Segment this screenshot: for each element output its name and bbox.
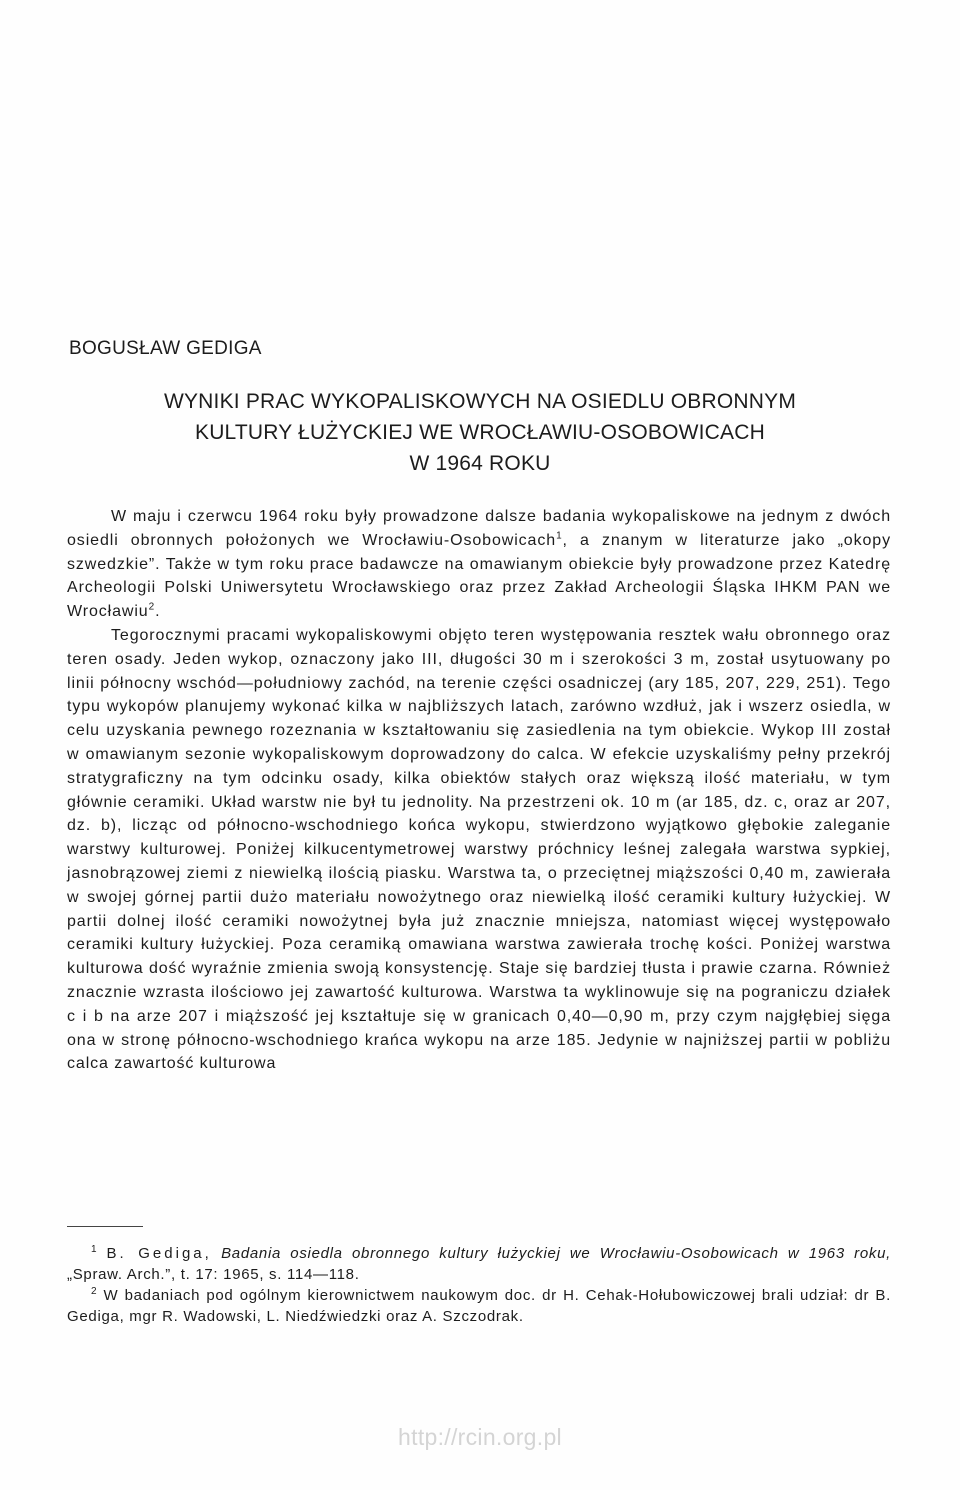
footnote-1-rest: „Spraw. Arch.”, t. 17: 1965, s. 114—118.: [67, 1266, 360, 1283]
footnote-1-number: 1: [91, 1244, 98, 1255]
footnote-1-title: Badania osiedla obronnego kultury łużyckiej we Wrocławiu-Osobowicach w 1963 roku,: [221, 1245, 891, 1262]
footnote-2: [67, 1285, 891, 1327]
footnotes: [67, 1243, 891, 1327]
footnote-2-number: 2: [91, 1286, 98, 1297]
paragraph-1-text-c: .: [155, 603, 161, 621]
footnote-ref-2: 2: [148, 601, 156, 613]
footnote-1: [67, 1243, 891, 1285]
paragraph-1: [67, 505, 891, 624]
footnote-1-author: B. Gediga,: [106, 1245, 212, 1262]
article-title: [60, 386, 900, 479]
footnote-2-text: W badaniach pod ogólnym kierownictwem naukowym doc. dr H. Cehak-Hołubowiczowej brali udział: dr B. Gediga, mgr R. Wadowski, L. Niedźwiedzki oraz A. Szczodrak.: [67, 1287, 891, 1325]
title-line-2: KULTURY ŁUŻYCKIEJ WE WROCŁAWIU-OSOBOWICACH: [194, 421, 765, 444]
title-line-1: WYNIKI PRAC WYKOPALISKOWYCH NA OSIEDLU OBRONNYM: [163, 390, 797, 413]
watermark-url: http://rcin.org.pl: [398, 1424, 562, 1450]
author-name: BOGUSŁAW GEDIGA: [69, 338, 262, 359]
article-body: [67, 505, 891, 1076]
footnote-ref-1: 1: [556, 530, 563, 542]
title-line-3: W 1964 ROKU: [409, 452, 551, 475]
paragraph-2: Tegorocznymi pracami wykopaliskowymi objęto teren występowania resztek wału obronnego oraz teren osady. Jeden wykop, oznaczony jako III, długości 30 m i szerokości 3 m, został usytuowany po linii północny wschód—południowy zachód, na terenie części osadniczej (ary 185, 207, 229, 251). Tego typu wykopów planujemy wykonać kilka w najbliższych latach, zarówno wzdłuż, jak i wszerz osiedla, w celu uzyskania pewnego rozeznania w kształtowaniu się zasiedlenia na tym obiekcie. Wykop III został w omawianym sezonie wykopaliskowym doprowadzony do calca. W efekcie uzyskaliśmy pełny przekrój stratygraficzny na tym odcinku osady, kilka obiektów stałych oraz większą ilość materiału, w tym głównie ceramiki. Układ warstw nie był tu jednolity. Na przestrzeni ok. 10 m (ar 185, dz. c, oraz ar 207, dz. b), licząc od północno-wschodniego końca wykopu, stwierdzono wyjątkowo głębokie zaleganie warstwy kulturowej. Poniżej kilkucentymetrowej warstwy próchnicy leśnej zalegała warstwa sypkiej, jasnobrązowej ziemi z niewielką ilością piasku. Warstwa ta, o przeciętnej miąższości 0,40 m, zawierała w swojej górnej partii dużo materiału nowożytnego oraz niewielką ilość ceramiki kultury łużyckiej. W partii dolnej ilość ceramiki nowożytnej była już znacznie mniejsza, natomiast więcej występowało ceramiki kultury łużyckiej. Poza ceramiką omawiana warstwa zawierała trochę kości. Poniżej warstwa kulturowa dość wyraźnie zmienia swoją konsystencję. Staje się bardziej tłusta i prawie czarna. Również znacznie wzrasta ilościowo jej zawartość kulturowa. Warstwa ta wyklinowuje się na pograniczu działek c i b na arze 207 i miąższość jej kształtuje się w granicach 0,40—0,90 m, przy czym najgłębiej sięga ona w stronę północno-wschodniego krańca wykopu na arze 185. Jedynie w najniższej partii w pobliżu calca zawartość kulturowa: [67, 626, 891, 1073]
footnote-divider: [67, 1226, 143, 1227]
paragraph-1-text-a: W maju i czerwcu 1964 roku były prowadzone dalsze badania wykopaliskowe na jednym z dwóch osiedli obronnych położonych we Wrocławiu-Osobowicach: [67, 508, 891, 549]
paragraph-1-text-b: , a znanym w literaturze jako „okopy szwedzkie”. Także w tym roku prace badawcze na omawianym obiekcie były prowadzone przez Katedrę Archeologii Polski Uniwersytetu Wrocławskiego oraz przez Zakład Archeologii Śląska IHKM PAN we Wrocławiu: [67, 531, 891, 621]
